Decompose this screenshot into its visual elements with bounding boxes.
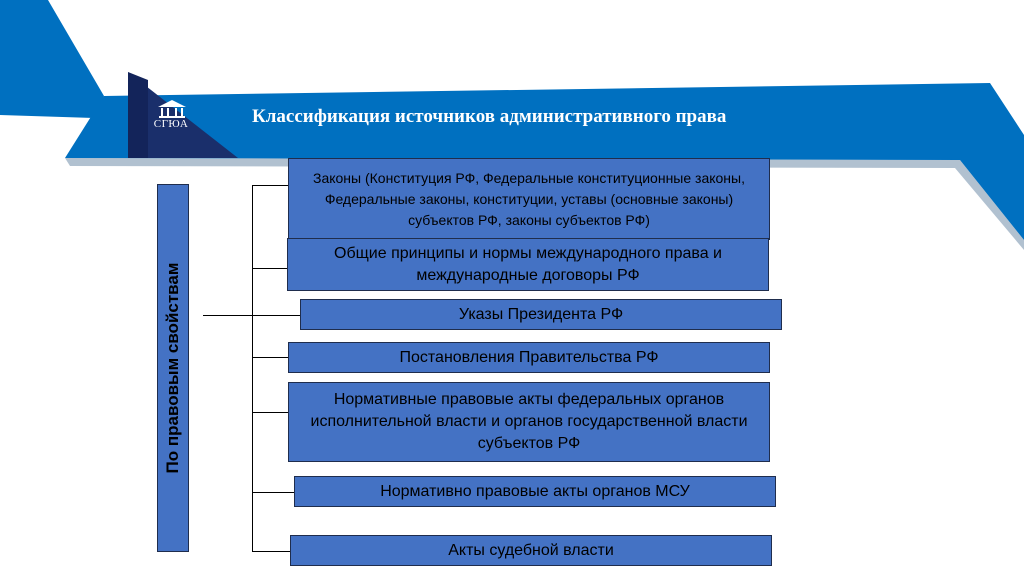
top-left-stripe [0,0,104,118]
logo-text: СГЮА [153,118,189,130]
source-box-international: Общие принципы и нормы международного права и международные договоры РФ [287,238,769,291]
connector-horizontal-main [203,315,253,316]
building-icon [158,100,186,118]
source-box-decrees: Указы Президента РФ [300,299,782,330]
connector-branch-7 [252,551,290,552]
connector-branch-4 [252,357,288,358]
connector-branch-1 [252,185,288,186]
connector-branch-3 [252,315,300,316]
category-label: По правовым свойствам [163,262,182,474]
logo [128,72,238,158]
source-box-executive-acts: Нормативные правовые акты федеральных органов исполнительной власти и органов государственной власти субъектов РФ [288,382,770,462]
source-box-municipal: Нормативно правовые акты органов МСУ [294,476,776,507]
category-box [157,184,189,552]
source-box-laws: Законы (Конституция РФ, Федеральные конституционные законы, Федеральные законы, конституции, уставы (основные законы) субъектов РФ, законы субъектов РФ) [288,158,770,240]
connector-vertical-trunk [252,185,253,551]
connector-branch-5 [252,412,288,413]
connector-branch-6 [252,492,294,493]
source-box-government: Постановления Правительства РФ [288,342,770,373]
connector-branch-2 [252,268,288,269]
page-title: Классификация источников административного права [252,106,727,127]
source-box-judicial: Акты судебной власти [290,535,772,566]
